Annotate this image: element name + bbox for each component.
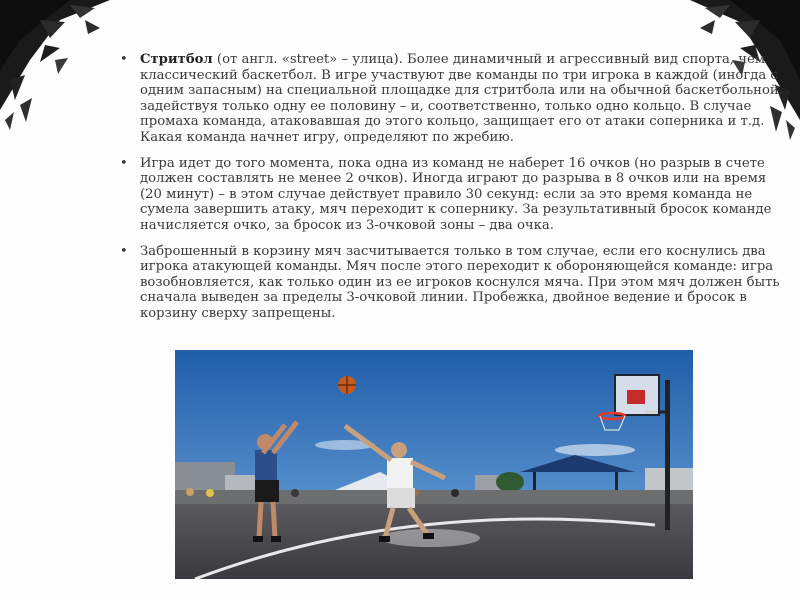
bullet-text: Игра идет до того момента, пока одна из команд не наберет 16 очков (но разрыв в счете должен составлять не менее 2 очков). Иногда играют до разрыва в 8 очков или на время (20 минут) – в этом случае действует правило 30 секунд: если за это время команда не сумела завершить атаку, мяч переходит к сопернику. За результативный бросок команде начисляется очко, за бросок из 3-очковой зоны – два очка. (140, 155, 772, 233)
corner-decoration-left-icon (0, 0, 120, 130)
bullet-item (118, 156, 792, 234)
bullet-item (118, 52, 792, 146)
streetball-photo (175, 350, 693, 579)
bullet-list (118, 52, 792, 332)
bullet-text: Заброшенный в корзину мяч засчитывается только в том случае, если его коснулись два игрока атакующей команды. Мяч после этого переходит к обороняющейся команде: игра возобновляется, как только один из ее игроков коснулся мяча. При этом мяч должен быть сначала выведен за пределы 3-очковой линии. Пробежка, двойное ведение и бросок в корзину сверху запрещены. (140, 243, 780, 321)
bullet-text: (от англ. «street» – улица). Более динамичный и агрессивный вид спорта, чем классический баскетбол. В игре участвуют две команды по три игрока в каждой (иногда с одним запасным) на специальной площадке для стритбола или на обычной баскетбольной, задействуя только одну ее половину – и, соответственно, только одно кольцо. В случае промаха команда, атаковавшая до этого кольцо, защищает его от атаки соперника и т.д. Какая команда начнет игру, определяют по жребию. (140, 52, 783, 145)
bullet-dot-icon: • (120, 52, 128, 67)
bullet-item (118, 244, 792, 322)
bullet-dot-icon: • (120, 243, 128, 259)
bullet-term: Стритбол (140, 52, 213, 67)
bullet-dot-icon: • (120, 155, 128, 171)
